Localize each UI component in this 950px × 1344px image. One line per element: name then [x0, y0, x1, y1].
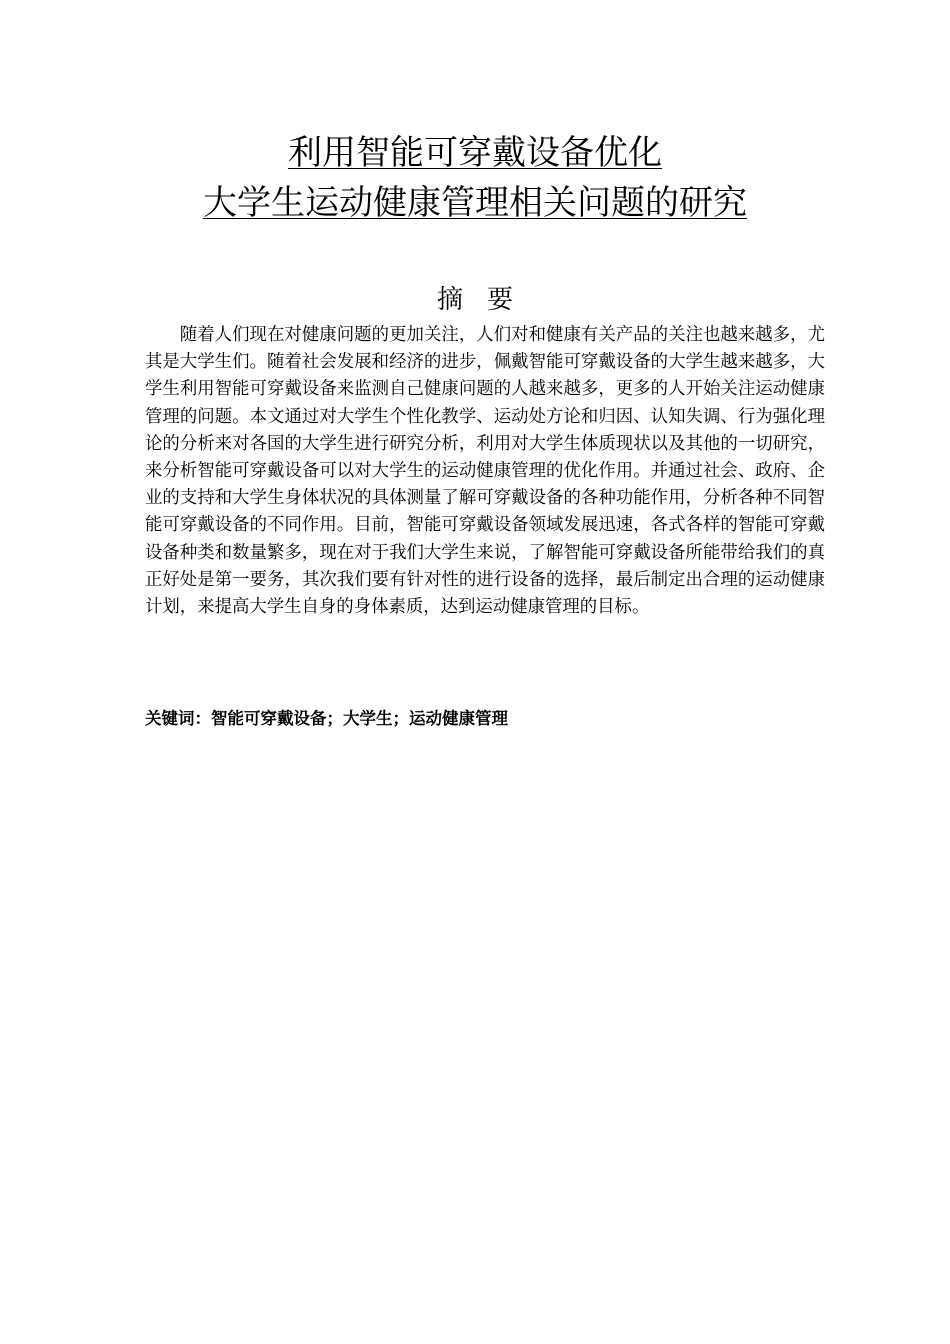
title-line-2-text: 大学生运动健康管理相关问题的研究 — [203, 183, 747, 223]
title-block — [0, 128, 950, 228]
abstract-heading: 摘要 — [436, 285, 537, 315]
title-line-1 — [0, 128, 950, 178]
title-line-1-text: 利用智能可穿戴设备优化 — [288, 133, 662, 173]
abstract-body: 随着人们现在对健康问题的更加关注，人们对和健康有关产品的关注也越来越多，尤其是大学生们。随着社会发展和经济的进步，佩戴智能可穿戴设备的大学生越来越多，大学生利用智能可穿戴设备来监测自己健康问题的人越来越多，更多的人开始关注运动健康管理的问题。本文通过对大学生个性化教学、运动处方论和归因、认知失调、行为强化理论的分析来对各国的大学生进行研究分析，利用对大学生体质现状以及其他的一切研究，来分析智能可穿戴设备可以对大学生的运动健康管理的优化作用。并通过社会、政府、企业的支持和大学生身体状况的具体测量了解可穿戴设备的各种功能作用，分析各种不同智能可穿戴设备的不同作用。目前，智能可穿戴设备领域发展迅速，各式各样的智能可穿戴设备种类和数量繁多，现在对于我们大学生来说，了解智能可穿戴设备所能带给我们的真正好处是第一要务，其次我们要有针对性的进行设备的选择，最后制定出合理的运动健康计划，来提高大学生自身的身体素质，达到运动健康管理的目标。 — [145, 325, 825, 618]
title-line-2 — [0, 178, 950, 228]
keywords: 关键词：智能可穿戴设备；大学生；运动健康管理 — [145, 709, 508, 728]
